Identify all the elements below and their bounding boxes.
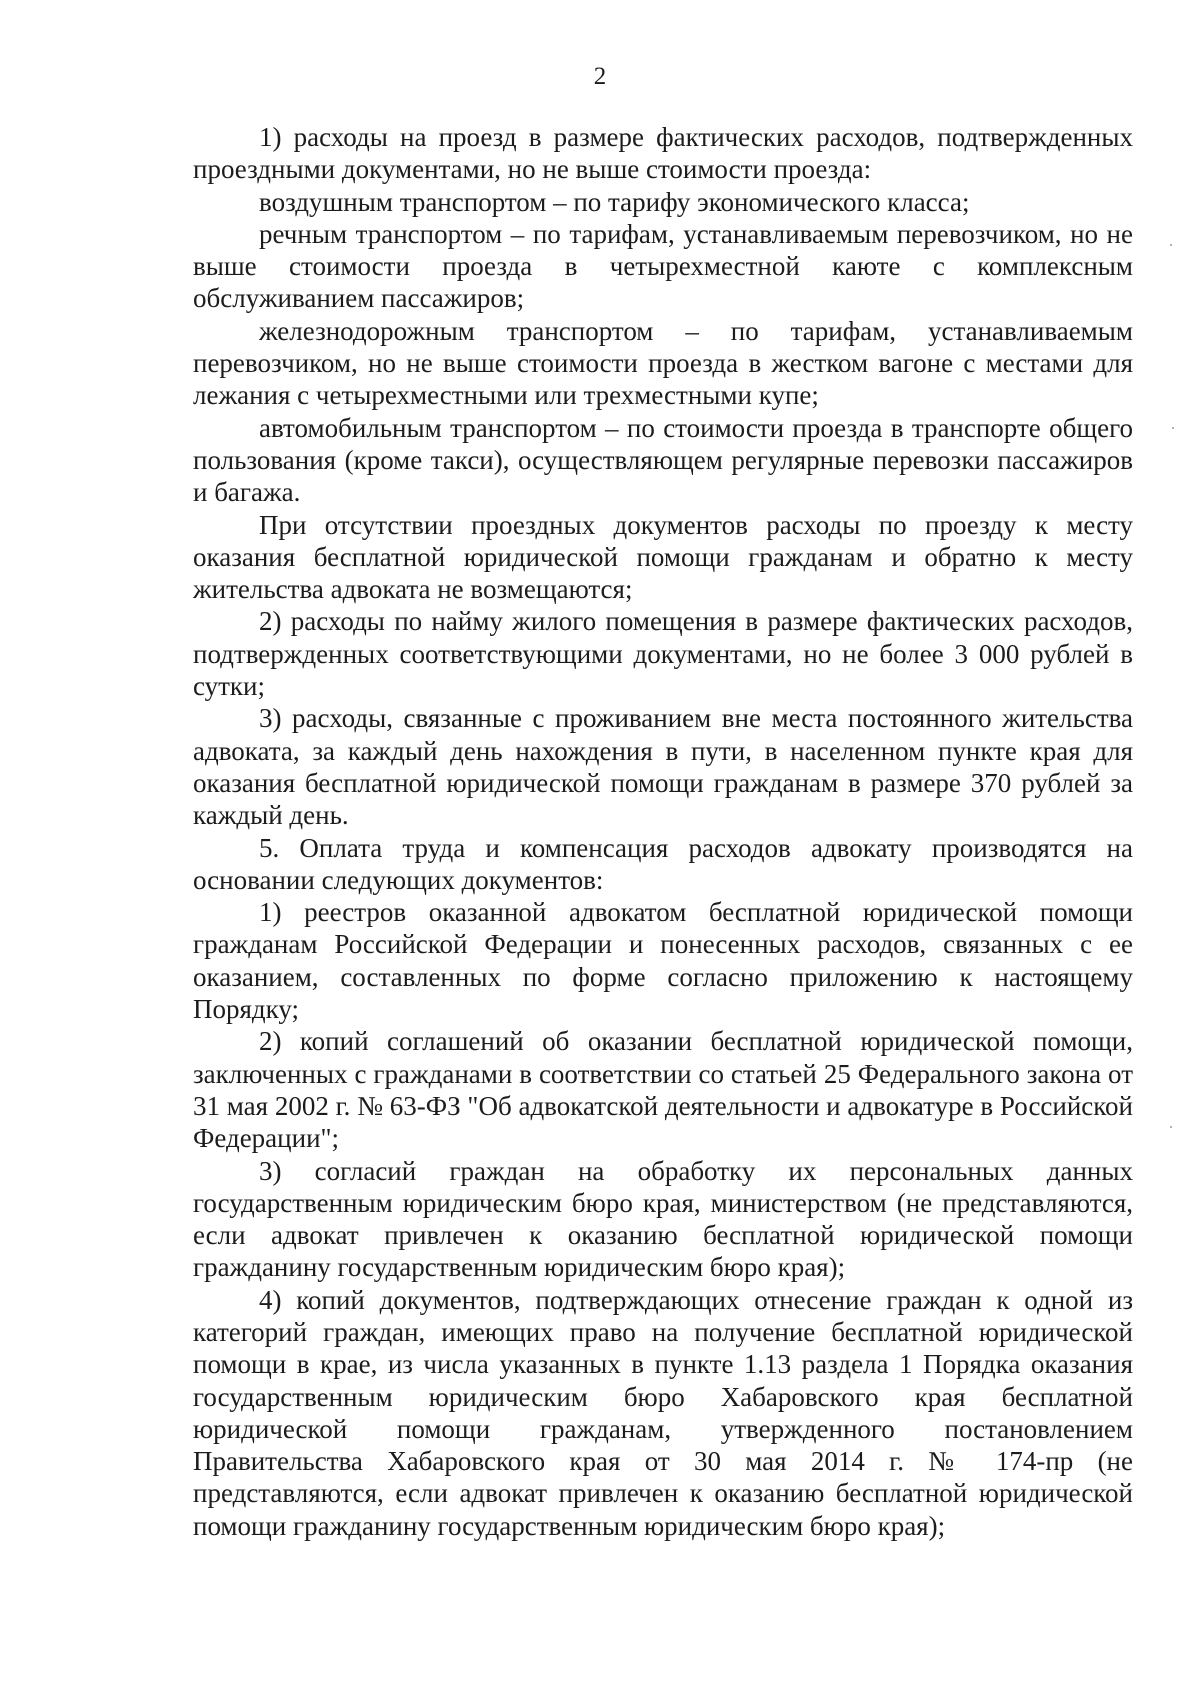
scan-speck: [1172, 427, 1174, 429]
scan-speck: [1170, 1126, 1172, 1128]
paragraph-housing-expenses: 2) расходы по найму жилого помещения в размере фактических расходов, подтвержденных соответствующими документами, но не более 3 000 рублей в сутки;: [193, 606, 1133, 702]
paragraph-no-travel-documents: При отсутствии проездных документов расходы по проезду к месту оказания бесплатной юридической помощи гражданам и обратно к месту жительства адвоката не возмещаются;: [193, 509, 1133, 605]
paragraph-payment-basis: 5. Оплата труда и компенсация расходов адвокату производятся на основании следующих документов:: [193, 832, 1133, 895]
paragraph-air-transport: воздушным транспортом – по тарифу экономического класса;: [259, 186, 970, 217]
paragraph-registers: 1) реестров оказанной адвокатом бесплатной юридической помощи гражданам Российской Федерации и понесенных расходов, связанных с ее оказанием, составленных по форме согласно приложению к настоящему Порядку;: [193, 897, 1133, 1025]
paragraph-daily-expenses: 3) расходы, связанные с проживанием вне места постоянного жительства адвоката, за каждый день нахождения в пути, в населенном пункте края для оказания бесплатной юридической помощи гражданам в размере 370 рублей за каждый день.: [193, 703, 1133, 831]
document-body: [193, 121, 1133, 1542]
paragraph-travel-expenses: 1) расходы на проезд в размере фактических расходов, подтвержденных проездными документами, но не выше стоимости проезда:: [193, 122, 1133, 185]
page-number: 2: [593, 63, 607, 90]
paragraph-railway-transport: железнодорожным транспортом – по тарифам, устанавливаемым перевозчиком, но не выше стоимости проезда в жестком вагоне с местами для лежания с четырехместными или трехместными купе;: [193, 315, 1133, 411]
paragraph-road-transport: автомобильным транспортом – по стоимости проезда в транспорте общего пользования (кроме такси), осуществляющем регулярные перевозки пассажиров и багажа.: [193, 412, 1133, 508]
paragraph-agreements: 2) копий соглашений об оказании бесплатной юридической помощи, заключенных с гражданами в соответствии со статьей 25 Федерального закона от 31 мая 2002 г. № 63-ФЗ "Об адвокатской деятельности и адвокатуре в Российской Федерации";: [193, 1026, 1133, 1154]
scan-speck: [1170, 244, 1172, 246]
paragraph-consents: 3) согласий граждан на обработку их персональных данных государственным юридическим бюро края, министерством (не представляются, если адвокат привлечен к оказанию бесплатной юридической помощи гражданину государственным юридическим бюро края);: [193, 1155, 1133, 1283]
paragraph-category-documents: 4) копий документов, подтверждающих отнесение граждан к одной из категорий граждан, имеющих право на получение бесплатной юридической помощи в крае, из числа указанных в пункте 1.13 раздела 1 Порядка оказания государственным юридическим бюро Хабаровского края бесплатной юридической помощи гражданам, утвержденного постановлением Правительства Хабаровского края от 30 мая 2014 г. № 174-пр (не представляются, если адвокат привлечен к оказанию бесплатной юридической помощи гражданину государственным юридическим бюро края);: [193, 1284, 1133, 1541]
paragraph-river-transport: речным транспортом – по тарифам, устанавливаемым перевозчиком, но не выше стоимости проезда в четырехместной каюте с комплексным обслуживанием пассажиров;: [193, 218, 1133, 314]
